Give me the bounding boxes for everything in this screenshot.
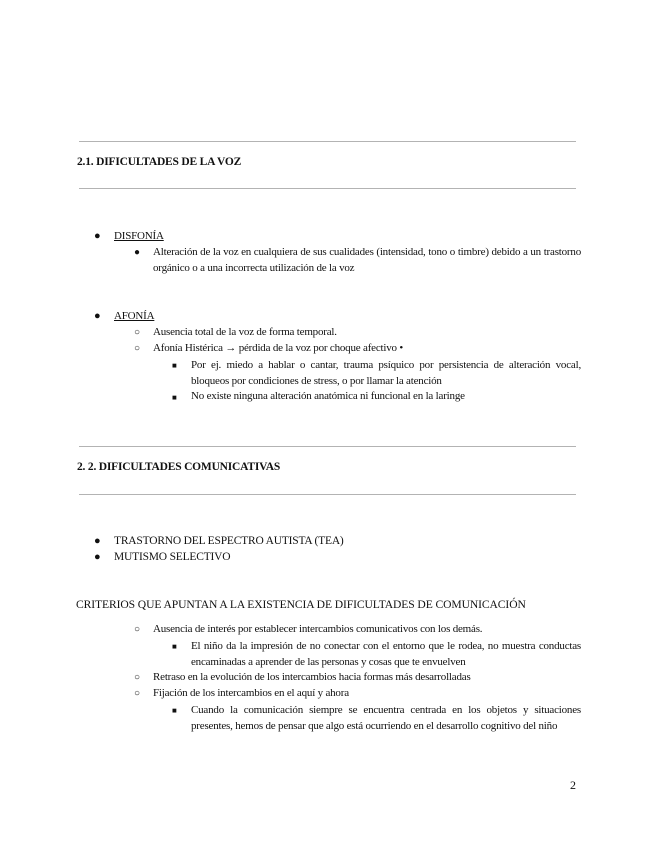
bullet-disc-icon: ● bbox=[94, 551, 101, 563]
bullet-circle-icon: ○ bbox=[134, 688, 141, 699]
bullet-circle-icon: ○ bbox=[134, 327, 141, 338]
section-divider-bottom bbox=[79, 494, 576, 495]
bullet-disc-icon: ● bbox=[94, 310, 101, 322]
bullet-circle-icon: ○ bbox=[134, 624, 141, 635]
criterio-item: Fijación de los intercambios en el aquí y ahora bbox=[153, 687, 349, 699]
bullet-circle-icon: ○ bbox=[134, 343, 141, 354]
comunicativas-item: TRASTORNO DEL ESPECTRO AUTISTA (TEA) bbox=[114, 535, 344, 547]
bullet-disc-icon: ● bbox=[94, 535, 101, 547]
bullet-square-icon: ■ bbox=[172, 393, 177, 402]
disfonia-detail: Alteración de la voz en cualquiera de sus cualidades (intensidad, tono o timbre) debido a un trastorno orgánico o a una incorrecta utilización de la voz bbox=[153, 246, 581, 274]
bullet-square-icon: ■ bbox=[172, 642, 177, 651]
afonia-item: Afonía Histérica → pérdida de la voz por choque afectivo • bbox=[153, 342, 404, 354]
bullet-disc-icon: ● bbox=[134, 247, 141, 258]
section-heading-voz: 2.1. DIFICULTADES DE LA VOZ bbox=[77, 156, 242, 168]
section-divider-top bbox=[79, 446, 576, 447]
comunicativas-item: MUTISMO SELECTIVO bbox=[114, 551, 231, 563]
criterio-item: Ausencia de interés por establecer intercambios comunicativos con los demás. bbox=[153, 623, 483, 635]
bullet-disc-icon: ● bbox=[94, 230, 101, 242]
afonia-subitem: No existe ninguna alteración anatómica ni funcional en la laringe bbox=[191, 390, 465, 402]
bullet-square-icon: ■ bbox=[172, 361, 177, 370]
afonia-label: AFONÍA bbox=[114, 310, 155, 322]
criterio-subitem: El niño da la impresión de no conectar con el entorno que le rodea, no muestra conductas encaminadas a aprender de las personas y cosas que te envuelven bbox=[191, 640, 581, 668]
criterio-item: Retraso en la evolución de los intercambios hacia formas más desarrolladas bbox=[153, 671, 471, 683]
section-divider-top bbox=[79, 141, 576, 142]
afonia-item: Ausencia total de la voz de forma temporal. bbox=[153, 326, 337, 338]
section-heading-comunicativas: 2. 2. DIFICULTADES COMUNICATIVAS bbox=[77, 461, 281, 473]
criterios-title: CRITERIOS QUE APUNTAN A LA EXISTENCIA DE DIFICULTADES DE COMUNICACIÓN bbox=[76, 598, 526, 611]
bullet-circle-icon: ○ bbox=[134, 672, 141, 683]
bullet-square-icon: ■ bbox=[172, 706, 177, 715]
disfonia-label: DISFONÍA bbox=[114, 230, 164, 242]
section-divider-bottom bbox=[79, 188, 576, 189]
afonia-subitem: Por ej. miedo a hablar o cantar, trauma psíquico por persistencia de alteración vocal, bloqueos por condiciones de stress, o por llamar la atención bbox=[191, 359, 581, 387]
criterio-subitem: Cuando la comunicación siempre se encuentra centrada en los objetos y situaciones presentes, hemos de pensar que algo está ocurriendo en el desarrollo cognitivo del niño bbox=[191, 704, 581, 732]
page-number: 2 bbox=[570, 778, 576, 792]
